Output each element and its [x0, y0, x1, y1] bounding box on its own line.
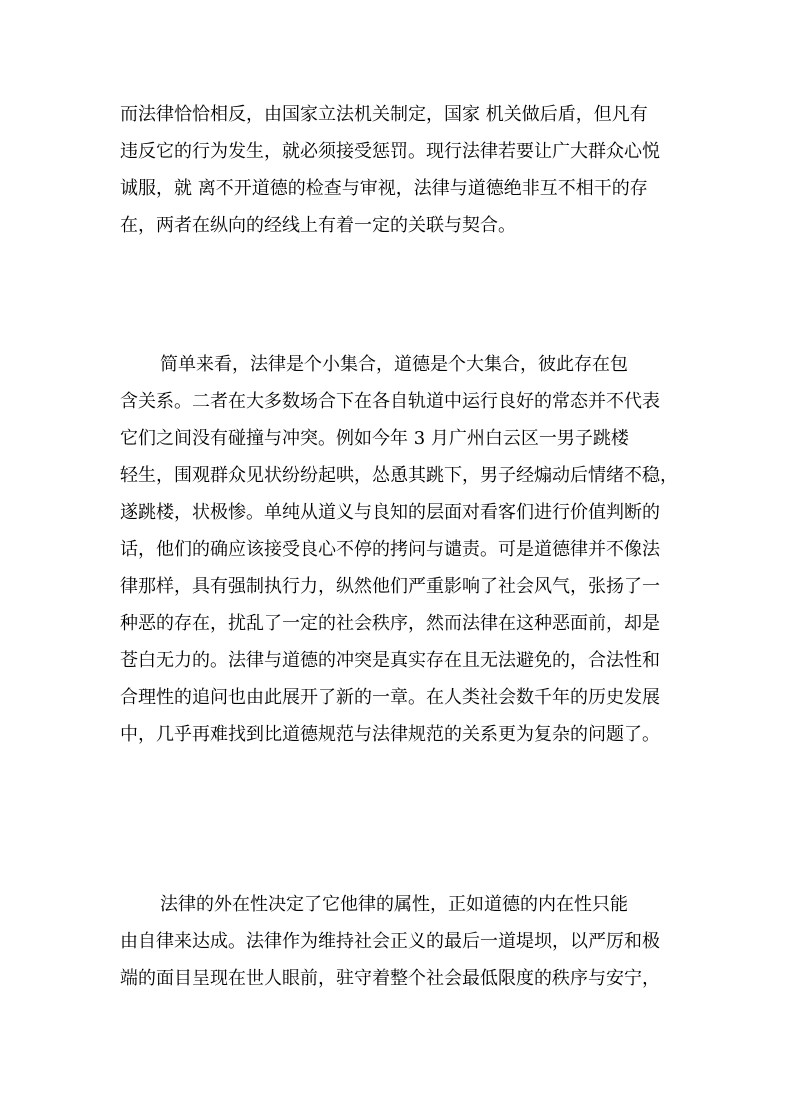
text-line: 轻生，围观群众见状纷纷起哄，怂恿其跳下，男子经煽动后情绪不稳，	[120, 465, 678, 486]
text-line: 违反它的行为发生，就必须接受惩罚。现行法律若要让广大群众心悦	[120, 141, 660, 162]
text-line: 在，两者在纵向的经线上有着一定的关联与契合。	[120, 215, 516, 236]
text-line: 法律的外在性决定了它他律的属性，正如道德的内在性只能	[160, 894, 628, 915]
text-line: 简单来看，法律是个小集合，道德是个大集合，彼此存在包	[160, 354, 628, 375]
text-line: 律那样，具有强制执行力，纵然他们严重影响了社会风气，张扬了一	[120, 576, 660, 597]
text-line: 端的面目呈现在世人眼前，驻守着整个社会最低限度的秩序与安宁，	[120, 968, 660, 989]
text-line: 中，几乎再难找到比道德规范与法律规范的关系更为复杂的问题了。	[120, 724, 660, 745]
paragraph-law-external-nature	[120, 886, 680, 997]
text-line: 而法律恰恰相反，由国家立法机关制定，国家 机关做后盾，但凡有	[120, 104, 648, 125]
paragraph-law-morality-conflict	[120, 346, 680, 753]
paragraph-law-vs-morality-intro	[120, 96, 680, 244]
text-line: 诚服，就 离不开道德的检查与审视，法律与道德绝非互不相干的存	[120, 178, 648, 199]
text-line: 遂跳楼，状极惨。单纯从道义与良知的层面对看客们进行价值判断的	[120, 502, 660, 523]
text-line: 含关系。二者在大多数场合下在各自轨道中运行良好的常态并不代表	[120, 391, 660, 412]
text-line: 种恶的存在，扰乱了一定的社会秩序，然而法律在这种恶面前，却是	[120, 613, 660, 634]
text-line: 合理性的追问也由此展开了新的一章。在人类社会数千年的历史发展	[120, 687, 660, 708]
text-line: 由自律来达成。法律作为维持社会正义的最后一道堤坝，以严厉和极	[120, 931, 660, 952]
text-line: 话，他们的确应该接受良心不停的拷问与谴责。可是道德律并不像法	[120, 539, 660, 560]
text-line: 它们之间没有碰撞与冲突。例如今年 3 月广州白云区一男子跳楼	[120, 428, 629, 449]
text-line: 苍白无力的。法律与道德的冲突是真实存在且无法避免的，合法性和	[120, 650, 660, 671]
